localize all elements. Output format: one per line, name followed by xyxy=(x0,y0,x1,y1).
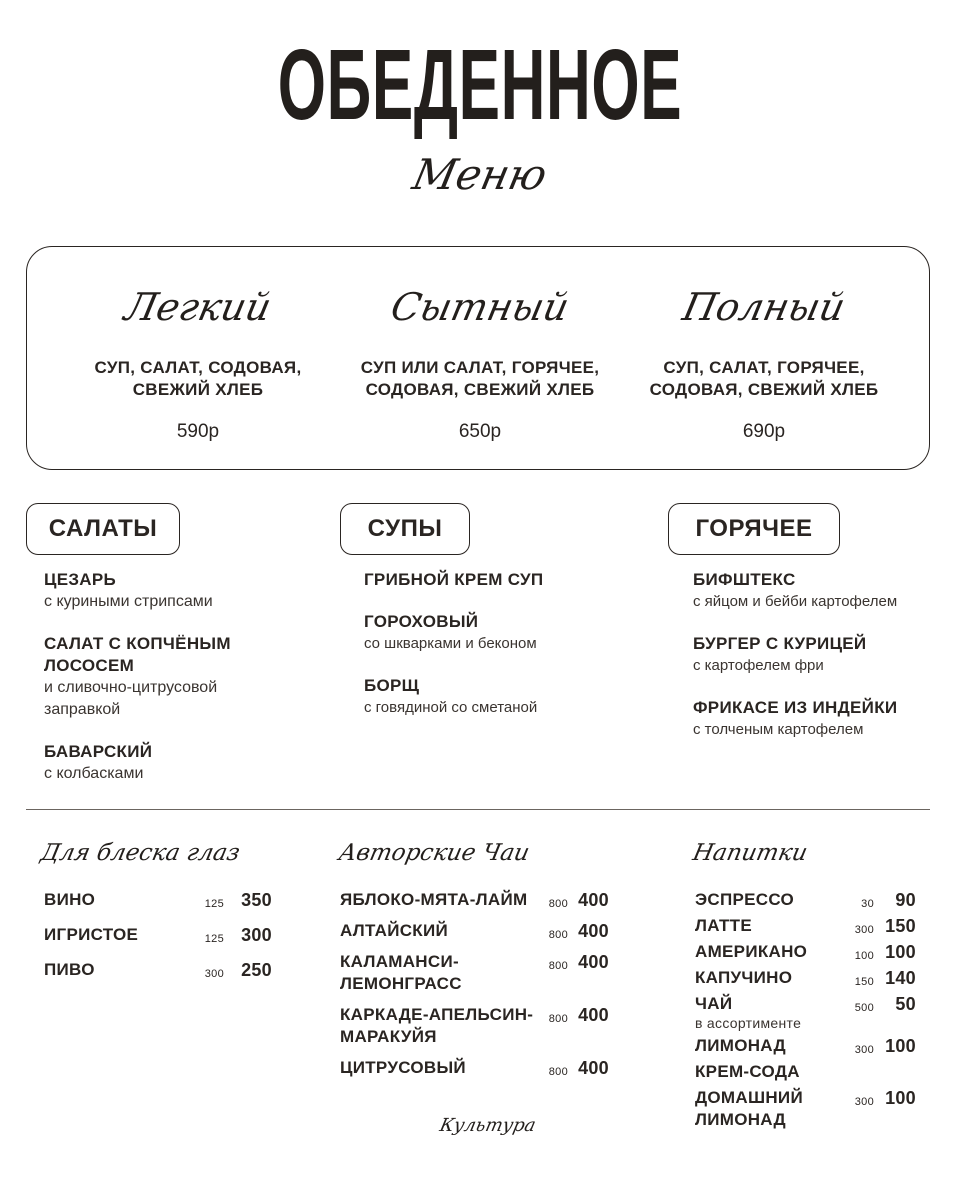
drink-row xyxy=(695,889,920,911)
drink-volume: 30 xyxy=(861,898,874,910)
drink-row xyxy=(340,1057,615,1079)
drink-volume: 800 xyxy=(548,898,568,910)
combo-description-line: СУП, САЛАТ, СОДОВАЯ, xyxy=(94,358,302,377)
menu-item-description: со шкварками и беконом xyxy=(364,635,537,652)
combo-description-line: СОДОВАЯ, СВЕЖИЙ ХЛЕБ xyxy=(649,380,879,399)
brand-logo: Культура xyxy=(437,1115,538,1136)
combo-name: Сытный xyxy=(387,285,573,329)
drink-volume: 100 xyxy=(854,950,874,962)
drinks-list xyxy=(695,889,920,1135)
page-title: ОБЕДЕННОЕ xyxy=(277,29,683,141)
drink-volume: 125 xyxy=(204,933,224,945)
drink-price: 400 xyxy=(578,1005,609,1025)
combo-description xyxy=(614,357,914,401)
menu-item-name: ЦЕЗАРЬ xyxy=(44,570,117,589)
drink-name: КАРКАДЕ-АПЕЛЬСИН- xyxy=(340,1005,534,1024)
combo-description-line: СУП ИЛИ САЛАТ, ГОРЯЧЕЕ, xyxy=(360,358,600,377)
drink-price: 400 xyxy=(578,890,609,910)
menu-item-description: с яйцом и бейби картофелем xyxy=(693,593,898,610)
drink-name: ДОМАШНИЙ xyxy=(695,1088,803,1107)
menu-item-name: ФРИКАСЕ ИЗ ИНДЕЙКИ xyxy=(693,698,898,717)
section-divider xyxy=(26,809,930,810)
drink-price: 400 xyxy=(578,952,609,972)
menu-item xyxy=(693,633,943,677)
menu-item-name: БАВАРСКИЙ xyxy=(44,742,153,761)
menu-item-description: с толченым картофелем xyxy=(693,721,864,738)
drink-name: ВИНО xyxy=(44,890,96,909)
combo-card xyxy=(614,277,914,443)
menu-item xyxy=(44,633,334,721)
alcohol-section-title: Для блеска глаз xyxy=(38,840,243,866)
page-subtitle: Меню xyxy=(408,150,552,199)
menu-item xyxy=(364,569,654,591)
menu-item-name: БОРЩ xyxy=(364,676,420,695)
drink-price: 350 xyxy=(241,890,272,910)
drink-name: АЛТАЙСКИЙ xyxy=(340,921,449,940)
menu-item-name: БИФШТЕКС xyxy=(693,570,796,589)
drink-volume: 150 xyxy=(854,976,874,988)
drink-price: 300 xyxy=(241,925,272,945)
menu-item xyxy=(693,569,943,613)
drink-name: ЛИМОНАД xyxy=(695,1036,786,1055)
drink-name: ЛИМОНАД xyxy=(695,1110,786,1129)
soups-list xyxy=(364,569,654,739)
drink-name: КАЛАМАНСИ- xyxy=(340,952,459,971)
drink-row xyxy=(695,993,920,1031)
menu-item-name: ЛОСОСЕМ xyxy=(44,656,135,675)
menu-item xyxy=(693,697,943,741)
menu-item xyxy=(44,741,334,785)
drink-price: 400 xyxy=(578,1058,609,1078)
teas-list xyxy=(340,889,615,1088)
menu-item-description: с говядиной со сметаной xyxy=(364,699,538,716)
menu-item-name: САЛАТ С КОПЧЁНЫМ xyxy=(44,634,231,653)
drink-volume: 800 xyxy=(548,960,568,972)
hot-dishes-list xyxy=(693,569,943,761)
drink-row xyxy=(44,924,274,946)
drink-name: ЯБЛОКО-МЯТА-ЛАЙМ xyxy=(340,890,528,909)
menu-item-name: ГОРОХОВЫЙ xyxy=(364,612,479,631)
combo-price: 590р xyxy=(176,421,220,442)
drink-price: 250 xyxy=(241,960,272,980)
drink-volume: 800 xyxy=(548,929,568,941)
combo-name: Легкий xyxy=(120,285,276,329)
drink-volume: 300 xyxy=(854,1044,874,1056)
menu-item-description: с колбасками xyxy=(44,765,144,782)
drink-row xyxy=(695,967,920,989)
combo-description-line: СВЕЖИЙ ХЛЕБ xyxy=(132,380,264,399)
drink-price: 100 xyxy=(885,1036,916,1056)
menu-item-description: с картофелем фри xyxy=(693,657,824,674)
section-soups-header: СУПЫ xyxy=(340,503,470,555)
combo-description xyxy=(48,357,348,401)
drink-volume: 800 xyxy=(548,1013,568,1025)
salads-list xyxy=(44,569,334,805)
drink-row xyxy=(340,889,615,911)
drink-name: ЧАЙ xyxy=(695,994,733,1013)
menu-item xyxy=(364,675,654,719)
teas-section-title: Авторские Чаи xyxy=(336,840,532,866)
menu-item-description: и сливочно-цитрусовой xyxy=(44,679,218,696)
drink-name: АМЕРИКАНО xyxy=(695,942,808,961)
combo-price: 650р xyxy=(458,421,502,442)
drink-row xyxy=(695,1087,920,1131)
combo-description-line: СОДОВАЯ, СВЕЖИЙ ХЛЕБ xyxy=(365,380,595,399)
drink-row xyxy=(44,959,274,981)
drink-name: КРЕМ-СОДА xyxy=(695,1062,800,1081)
drink-price: 50 xyxy=(895,994,916,1014)
drinks-section-title: Напитки xyxy=(690,840,810,866)
drink-volume: 800 xyxy=(548,1066,568,1078)
drink-name: ЭСПРЕССО xyxy=(695,890,795,909)
combo-description-line: СУП, САЛАТ, ГОРЯЧЕЕ, xyxy=(663,358,865,377)
drink-name: ПИВО xyxy=(44,960,95,979)
drink-name: ИГРИСТОЕ xyxy=(44,925,139,944)
section-salads-header: САЛАТЫ xyxy=(26,503,180,555)
drink-name: МАРАКУЙЯ xyxy=(340,1027,437,1046)
combo-card xyxy=(48,277,348,443)
drink-price: 100 xyxy=(885,942,916,962)
combo-description xyxy=(330,357,630,401)
drink-volume: 300 xyxy=(854,924,874,936)
drink-volume: 300 xyxy=(854,1096,874,1108)
drink-row xyxy=(695,1035,920,1057)
drink-price: 150 xyxy=(885,916,916,936)
drink-row xyxy=(695,1061,920,1083)
menu-item-name: ГРИБНОЙ КРЕМ СУП xyxy=(364,570,544,589)
alcohol-list xyxy=(44,889,274,994)
menu-item xyxy=(44,569,334,613)
drink-name: КАПУЧИНО xyxy=(695,968,793,987)
combo-name: Полный xyxy=(678,285,850,329)
drink-price: 400 xyxy=(578,921,609,941)
drink-price: 90 xyxy=(895,890,916,910)
drink-row xyxy=(695,941,920,963)
menu-item-name: БУРГЕР С КУРИЦЕЙ xyxy=(693,634,867,653)
drink-volume: 125 xyxy=(204,898,224,910)
drink-row xyxy=(695,915,920,937)
menu-item xyxy=(364,611,654,655)
combo-card xyxy=(330,277,630,443)
drink-note: в ассортименте xyxy=(695,1015,802,1031)
drink-row xyxy=(44,889,274,911)
drink-name: ЛЕМОНГРАСС xyxy=(340,974,462,993)
menu-item-description: заправкой xyxy=(44,701,121,718)
combo-price: 690р xyxy=(742,421,786,442)
drink-volume: 500 xyxy=(854,1002,874,1014)
drink-row xyxy=(340,951,615,995)
drink-volume: 300 xyxy=(204,968,224,980)
drink-name: ЛАТТЕ xyxy=(695,916,752,935)
drink-row xyxy=(340,1004,615,1048)
drink-price: 100 xyxy=(885,1088,916,1108)
drink-name: ЦИТРУСОВЫЙ xyxy=(340,1058,466,1077)
section-hot-header: ГОРЯЧЕЕ xyxy=(668,503,840,555)
drink-price: 140 xyxy=(885,968,916,988)
drink-row xyxy=(340,920,615,942)
menu-item-description: с куриными стрипсами xyxy=(44,593,213,610)
